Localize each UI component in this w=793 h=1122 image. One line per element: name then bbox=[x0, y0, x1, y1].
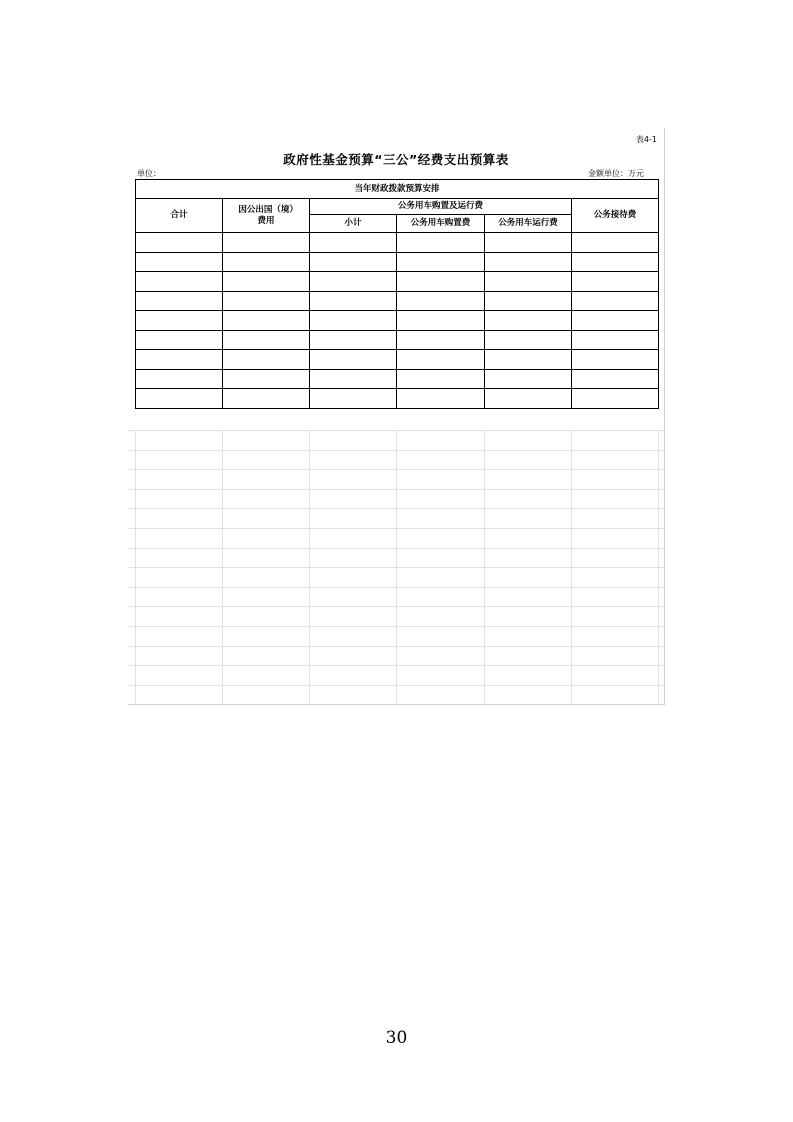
table-cell bbox=[397, 369, 485, 389]
table-cell bbox=[310, 291, 397, 311]
table-cell bbox=[572, 350, 659, 370]
grid-line bbox=[128, 469, 664, 470]
table-cell bbox=[310, 350, 397, 370]
page-title: 政府性基金预算“三公”经费支出预算表 bbox=[283, 152, 509, 167]
table-cell bbox=[572, 252, 659, 272]
header-total: 合计 bbox=[136, 199, 223, 233]
table-cell bbox=[223, 233, 310, 253]
unit-label: 单位： bbox=[137, 169, 161, 178]
table-cell bbox=[397, 252, 485, 272]
header-abroad-expense bbox=[223, 199, 310, 233]
amount-unit-label: 金额单位：万元 bbox=[588, 169, 644, 178]
grid-line bbox=[128, 685, 664, 686]
table-cell bbox=[223, 272, 310, 292]
table-cell bbox=[310, 369, 397, 389]
table-cell bbox=[136, 369, 223, 389]
table-cell bbox=[397, 350, 485, 370]
table-cell bbox=[310, 311, 397, 331]
table-cell bbox=[485, 291, 572, 311]
table-row bbox=[136, 291, 659, 311]
table-cell bbox=[223, 291, 310, 311]
table-row bbox=[136, 252, 659, 272]
table-row bbox=[136, 330, 659, 350]
grid-line bbox=[128, 606, 664, 607]
table-cell bbox=[485, 272, 572, 292]
grid-line bbox=[128, 587, 664, 588]
table-cell bbox=[485, 252, 572, 272]
table-cell bbox=[310, 272, 397, 292]
table-cell bbox=[136, 291, 223, 311]
table-cell bbox=[136, 389, 223, 409]
table-cell bbox=[397, 389, 485, 409]
grid-line bbox=[128, 528, 664, 529]
table-cell bbox=[223, 389, 310, 409]
table-cell bbox=[136, 350, 223, 370]
table-cell bbox=[310, 252, 397, 272]
table-row bbox=[136, 350, 659, 370]
table-cell bbox=[572, 311, 659, 331]
grid-line bbox=[128, 508, 664, 509]
table-row bbox=[136, 233, 659, 253]
grid-line bbox=[128, 489, 664, 490]
table-cell bbox=[485, 330, 572, 350]
table-cell bbox=[136, 311, 223, 331]
page-number: 30 bbox=[385, 1028, 408, 1048]
table-row bbox=[136, 369, 659, 389]
table-cell bbox=[485, 369, 572, 389]
grid-line bbox=[128, 665, 664, 666]
table-cell bbox=[136, 272, 223, 292]
table-cell bbox=[223, 350, 310, 370]
table-cell bbox=[572, 330, 659, 350]
table-cell bbox=[485, 350, 572, 370]
group-header: 当年财政拨款预算安排 bbox=[136, 180, 659, 199]
grid-line bbox=[128, 548, 664, 549]
table-cell bbox=[223, 311, 310, 331]
table-cell bbox=[136, 233, 223, 253]
header-vehicle-group: 公务用车购置及运行费 bbox=[310, 199, 572, 215]
table-cell bbox=[223, 252, 310, 272]
grid-line bbox=[128, 567, 664, 568]
table-cell bbox=[485, 233, 572, 253]
table-cell bbox=[310, 330, 397, 350]
header-abroad-expense-text: 因公出国（境）费用 bbox=[238, 204, 294, 226]
table-cell bbox=[572, 272, 659, 292]
table-cell bbox=[136, 252, 223, 272]
table-cell bbox=[397, 291, 485, 311]
table-cell bbox=[310, 233, 397, 253]
grid-line bbox=[128, 430, 664, 431]
table-cell bbox=[223, 330, 310, 350]
header-vehicle-operation: 公务用车运行费 bbox=[485, 215, 572, 233]
table-row bbox=[136, 389, 659, 409]
header-vehicle-purchase: 公务用车购置费 bbox=[397, 215, 485, 233]
table-cell bbox=[572, 369, 659, 389]
grid-line bbox=[128, 626, 664, 627]
grid-line bbox=[128, 450, 664, 451]
table-cell bbox=[485, 311, 572, 331]
table-cell bbox=[397, 330, 485, 350]
table-row bbox=[136, 311, 659, 331]
table-cell bbox=[485, 389, 572, 409]
table-number: 表4-1 bbox=[635, 135, 657, 144]
header-subtotal: 小计 bbox=[310, 215, 397, 233]
table-cell bbox=[572, 389, 659, 409]
table-cell bbox=[397, 311, 485, 331]
table-cell bbox=[572, 233, 659, 253]
grid-line bbox=[128, 646, 664, 647]
table-cell bbox=[223, 369, 310, 389]
table-cell bbox=[572, 291, 659, 311]
budget-table bbox=[135, 179, 659, 409]
table-cell bbox=[136, 330, 223, 350]
table-row bbox=[136, 272, 659, 292]
table-cell bbox=[397, 272, 485, 292]
table-cell bbox=[397, 233, 485, 253]
table-cell bbox=[310, 389, 397, 409]
header-reception: 公务接待费 bbox=[572, 199, 659, 233]
